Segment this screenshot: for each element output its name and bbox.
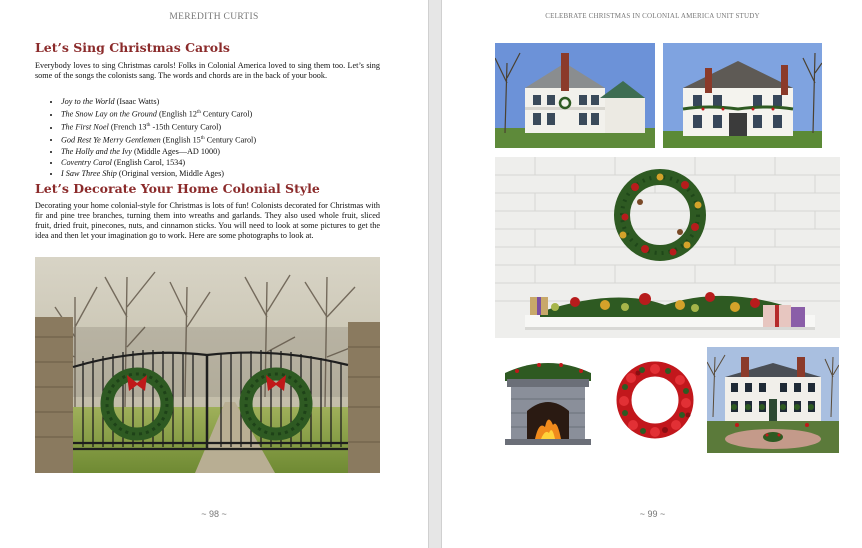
carol-item	[61, 107, 380, 120]
carol-title: The Snow Lay on the Ground	[61, 109, 157, 119]
heading-carols: Let’s Sing Christmas Carols	[35, 40, 230, 55]
carol-item	[61, 168, 380, 179]
photo-fireplace	[499, 355, 597, 448]
carol-item	[61, 146, 380, 157]
ordinal-suffix: th	[196, 110, 201, 116]
carol-origin: (Middle Ages—AD 1000)	[131, 146, 220, 156]
carol-item	[61, 96, 380, 107]
carol-origin-rest: Century Carol)	[204, 135, 257, 145]
photo-colonial-house-porch	[495, 43, 655, 148]
heading-decorate: Let’s Decorate Your Home Colonial Style	[35, 181, 320, 196]
carol-origin: (English Carol, 1534)	[111, 157, 186, 167]
carols-intro: Everybody loves to sing Christmas carols! Folks in Colonial America loved to sing them too. Let’s sing some of the songs the colonists sang. The words and chords are in the back of your book.	[35, 61, 380, 80]
photo-gate-wreaths	[35, 257, 380, 473]
carol-origin: (Isaac Watts)	[114, 97, 160, 106]
carol-origin: (French 13	[108, 122, 147, 132]
carol-origin: (English 12	[156, 109, 197, 119]
carol-title: The Holly and the Ivy	[61, 146, 132, 156]
photo-colonial-house-garland	[663, 43, 822, 148]
left-page	[0, 0, 429, 548]
carol-title: God Rest Ye Merry Gentlemen	[61, 135, 161, 145]
carol-origin: (Original version, Middle Ages)	[116, 168, 224, 178]
photo-wreath-brick-wall	[495, 157, 840, 338]
carol-list	[35, 96, 380, 179]
carol-origin-rest: Century Carol)	[200, 109, 253, 119]
carol-title: The First Noel	[61, 122, 109, 132]
page-number-right: ~ 99 ~	[639, 509, 666, 519]
carol-item	[61, 120, 380, 133]
photo-colonial-mansion	[707, 347, 839, 453]
decorate-body: Decorating your home colonial-style for Christmas is lots of fun! Colonists decorated for Christmas with fir and pine tree branches, turning them into wreaths and garlands. They also used whole fruit, sliced fruit, dried fruit, pinecones, nuts, and cinnamon sticks. You will need to look at some pictures to get the idea and then let your imagination go to work. Here are some photographs to look at.	[35, 201, 380, 240]
running-head-left: MEREDITH CURTIS	[169, 12, 259, 22]
carol-title: Joy to the World	[61, 97, 115, 106]
carol-origin-rest: -15th Century Carol)	[150, 122, 222, 132]
carol-title: Coventry Carol	[61, 157, 112, 167]
photo-red-wreath	[610, 355, 700, 445]
running-head-right: CELEBRATE CHRISTMAS IN COLONIAL AMERICA UNIT STUDY	[545, 12, 760, 20]
carol-origin: (English 15	[160, 135, 201, 145]
carol-item	[61, 133, 380, 146]
right-page	[441, 0, 862, 548]
carol-title: I Saw Three Ship	[61, 168, 117, 178]
page-number-left: ~ 98 ~	[201, 509, 227, 519]
carol-item	[61, 157, 380, 168]
ordinal-suffix: th	[146, 122, 151, 128]
ordinal-suffix: th	[200, 135, 205, 141]
